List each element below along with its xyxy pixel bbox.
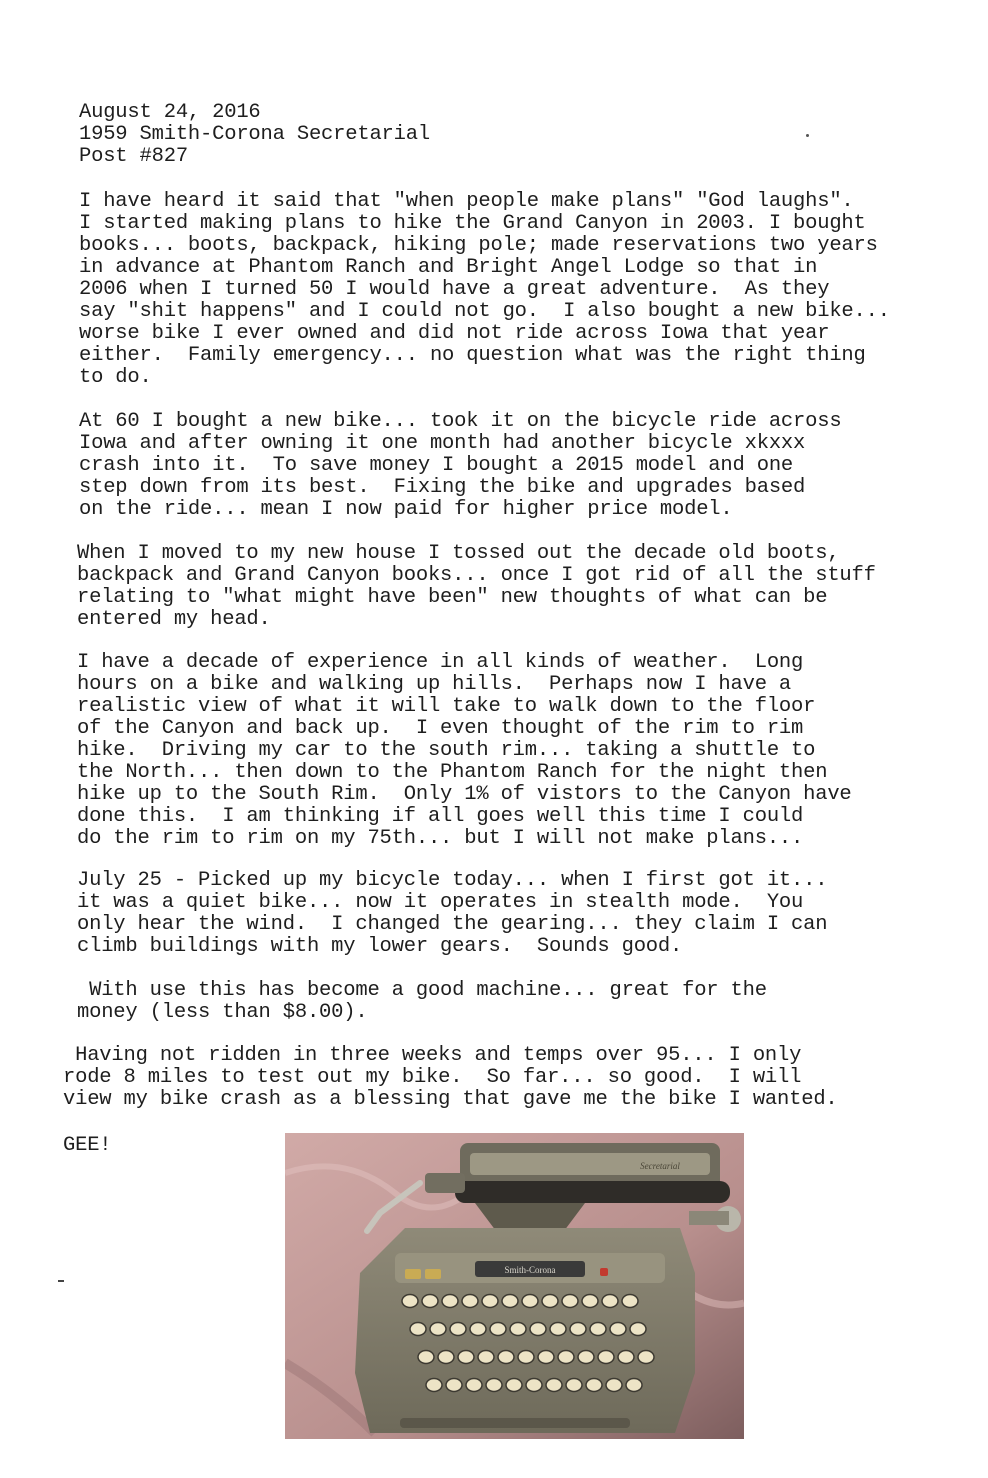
typewriter-key <box>430 1323 446 1336</box>
typewriter-key <box>502 1295 518 1308</box>
typewriter-key <box>566 1379 582 1392</box>
text-line: At 60 I bought a new bike... took it on the bicycle ride across <box>79 410 842 433</box>
typewriter-key <box>610 1323 626 1336</box>
typewriter-key <box>538 1351 554 1364</box>
text-line: realistic view of what it will take to walk down to the floor <box>77 695 816 718</box>
text-line: With use this has become a good machine... great for the <box>77 979 767 1002</box>
typewriter-key <box>458 1351 474 1364</box>
typewriter-key <box>518 1351 534 1364</box>
machine-line: 1959 Smith-Corona Secretarial <box>79 123 430 146</box>
speck <box>806 134 809 137</box>
text-line: 2006 when I turned 50 I would have a great adventure. As they <box>79 278 830 301</box>
text-line: worse bike I ever owned and did not ride across Iowa that year <box>79 322 830 345</box>
typewriter-key <box>462 1295 478 1308</box>
typewriter-key <box>506 1379 522 1392</box>
typewriter-key <box>558 1351 574 1364</box>
text-line: say "shit happens" and I could not go. I also bought a new bike... <box>79 300 890 323</box>
typewriter-key <box>478 1351 494 1364</box>
typewriter-key <box>530 1323 546 1336</box>
typewriter-key <box>586 1379 602 1392</box>
text-line: I have heard it said that "when people make plans" "God laughs". <box>79 190 854 213</box>
text-line: hours on a bike and walking up hills. Perhaps now I have a <box>77 673 792 696</box>
typewriter-key <box>590 1323 606 1336</box>
typewriter-key <box>582 1295 598 1308</box>
text-line: do the rim to rim on my 75th... but I will not make plans... <box>77 827 804 850</box>
text-line: climb buildings with my lower gears. Sounds good. <box>77 935 683 958</box>
typewriter-key <box>618 1351 634 1364</box>
typewriter-key <box>482 1295 498 1308</box>
typewriter-key <box>570 1323 586 1336</box>
typewriter-key <box>598 1351 614 1364</box>
typewriter-key <box>486 1379 502 1392</box>
text-line: it was a quiet bike... now it operates in stealth mode. You <box>77 891 804 914</box>
typewriter-key <box>422 1295 438 1308</box>
post-number-line: Post #827 <box>79 145 188 168</box>
text-line: When I moved to my new house I tossed out the decade old boots, <box>77 542 840 565</box>
text-line: books... boots, backpack, hiking pole; made reservations two years <box>79 234 878 257</box>
brand-plate-text: Smith-Corona <box>504 1265 556 1275</box>
typewriter-key <box>510 1323 526 1336</box>
typewriter-key <box>446 1379 462 1392</box>
typewriter-key <box>470 1323 486 1336</box>
text-line: either. Family emergency... no question what was the right thing <box>79 344 866 367</box>
text-line: Having not ridden in three weeks and temps over 95... I only <box>63 1044 802 1067</box>
text-line: relating to "what might have been" new thoughts of what can be <box>77 586 828 609</box>
speck <box>58 1280 64 1282</box>
text-line: Iowa and after owning it one month had another bicycle xkxxx <box>79 432 806 455</box>
typewriter-key <box>526 1379 542 1392</box>
typewriter-key <box>542 1295 558 1308</box>
text-line: in advance at Phantom Ranch and Bright Angel Lodge so that in <box>79 256 818 279</box>
typewriter-key <box>578 1351 594 1364</box>
text-line: entered my head. <box>77 608 271 631</box>
model-script-text: Secretarial <box>640 1161 680 1171</box>
typewriter-key <box>622 1295 638 1308</box>
text-line: to do. <box>79 366 152 389</box>
typewriter-key <box>426 1379 442 1392</box>
text-line: of the Canyon and back up. I even thought of the rim to rim <box>77 717 804 740</box>
text-line: hike. Driving my car to the south rim... taking a shuttle to <box>77 739 816 762</box>
typewriter-key <box>522 1295 538 1308</box>
text-line: view my bike crash as a blessing that gave me the bike I wanted. <box>63 1088 838 1111</box>
text-line: hike up to the South Rim. Only 1% of vistors to the Canyon have <box>77 783 852 806</box>
text-line: backpack and Grand Canyon books... once I got rid of all the stuff <box>77 564 876 587</box>
typewriter-key <box>638 1351 654 1364</box>
text-line: only hear the wind. I changed the gearing... they claim I can <box>77 913 828 936</box>
typewriter-key <box>442 1295 458 1308</box>
typewriter-key <box>402 1295 418 1308</box>
typewriter-key <box>602 1295 618 1308</box>
typewriter-key <box>546 1379 562 1392</box>
typewriter-key <box>466 1379 482 1392</box>
text-line: July 25 - Picked up my bicycle today... when I first got it... <box>77 869 828 892</box>
text-line: on the ride... mean I now paid for higher price model. <box>79 498 733 521</box>
text-line: money (less than $8.00). <box>77 1001 368 1024</box>
typewriter-key <box>490 1323 506 1336</box>
typewriter-key <box>498 1351 514 1364</box>
text-line: step down from its best. Fixing the bike and upgrades based <box>79 476 806 499</box>
typewriter-photo <box>285 1133 744 1439</box>
text-line: rode 8 miles to test out my bike. So far... so good. I will <box>63 1066 802 1089</box>
typewriter-key <box>450 1323 466 1336</box>
typewriter-key <box>410 1323 426 1336</box>
typewriter-key <box>438 1351 454 1364</box>
typewriter-key <box>418 1351 434 1364</box>
text-line: the North... then down to the Phantom Ranch for the night then <box>77 761 828 784</box>
date-line: August 24, 2016 <box>79 101 261 124</box>
typewriter-key <box>562 1295 578 1308</box>
signoff: GEE! <box>63 1134 112 1157</box>
typewriter-key <box>550 1323 566 1336</box>
typewriter-key <box>606 1379 622 1392</box>
text-line: I have a decade of experience in all kinds of weather. Long <box>77 651 804 674</box>
typewriter-key <box>626 1379 642 1392</box>
typewriter-illustration <box>285 1133 744 1439</box>
text-line: done this. I am thinking if all goes well this time I could <box>77 805 804 828</box>
typewriter-key <box>630 1323 646 1336</box>
text-line: crash into it. To save money I bought a 2015 model and one <box>79 454 794 477</box>
text-line: I started making plans to hike the Grand Canyon in 2003. I bought <box>79 212 866 235</box>
